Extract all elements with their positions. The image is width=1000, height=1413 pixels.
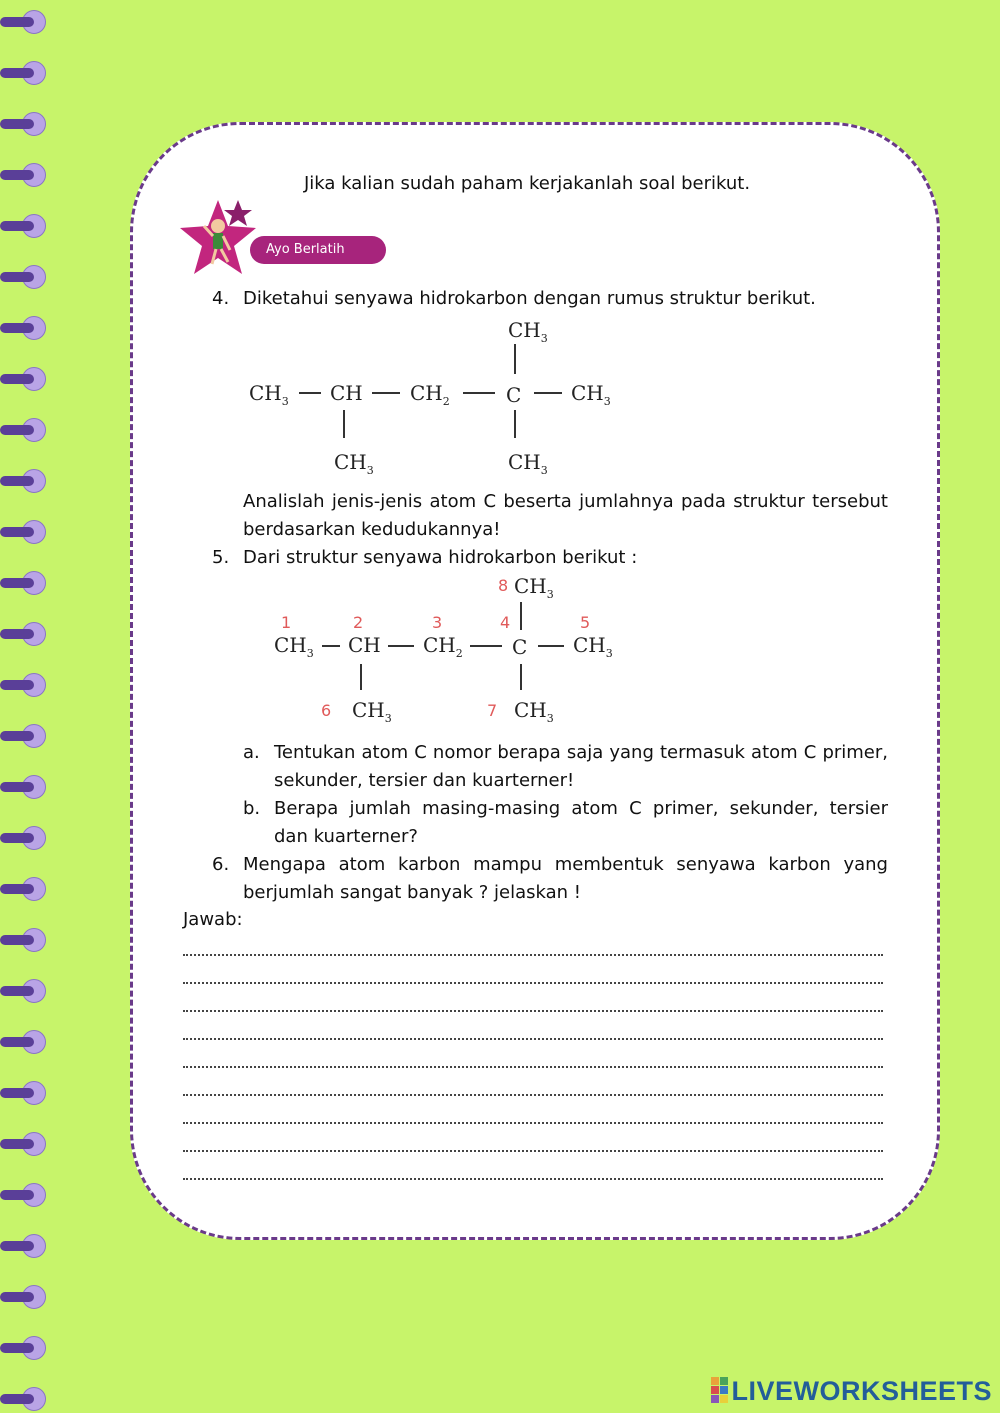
answer-line[interactable] [183, 954, 883, 956]
subquestion-b [243, 795, 888, 851]
bond [299, 392, 321, 394]
spiral-ring [6, 622, 40, 646]
ch3-top: $CH_3$ [514, 574, 554, 601]
spiral-ring [6, 1285, 40, 1309]
ch2: $CH_2$ [410, 381, 450, 408]
bond [388, 645, 414, 647]
carbon-number-4: 4 [500, 613, 511, 632]
intro-text: Jika kalian sudah paham kerjakanlah soal berikut. [304, 173, 751, 194]
spiral-ring [6, 214, 40, 238]
carbon-number-6: 6 [321, 701, 332, 720]
c: C [506, 383, 522, 407]
question-number: 6. [212, 854, 230, 875]
spiral-ring [6, 469, 40, 493]
badge-label: Ayo Berlatih [250, 236, 386, 264]
answer-line[interactable] [183, 1038, 883, 1040]
ch3-right: $CH_3$ [571, 381, 611, 408]
ch3-bottom-right: $CH_3$ [508, 450, 548, 477]
subquestion-text: Tentukan atom C nomor berapa saja yang termasuk atom C primer, sekunder, tersier dan kuarterner! [274, 742, 888, 791]
answer-line[interactable] [183, 1094, 883, 1096]
spiral-binding [0, 0, 60, 1413]
answer-line[interactable] [183, 982, 883, 984]
bond [534, 392, 562, 394]
answer-line[interactable] [183, 1066, 883, 1068]
spiral-ring [6, 265, 40, 289]
spiral-ring [6, 979, 40, 1003]
spiral-ring [6, 877, 40, 901]
carbon-number-3: 3 [432, 613, 443, 632]
ch3-left: $CH_3$ [249, 381, 289, 408]
question-6 [212, 851, 888, 907]
answer-line[interactable] [183, 1010, 883, 1012]
spiral-ring [6, 1336, 40, 1360]
question-number: 4. [212, 288, 230, 309]
answer-line[interactable] [183, 1122, 883, 1124]
bond [372, 392, 400, 394]
subquestion-text: Berapa jumlah masing-masing atom C primer, sekunder, tersier dan kuarterner? [274, 798, 888, 847]
spiral-ring [6, 571, 40, 595]
ch2: $CH_2$ [423, 633, 463, 660]
carbon-number-1: 1 [281, 613, 292, 632]
carbon-number-7: 7 [487, 701, 498, 720]
c: C [512, 635, 528, 659]
spiral-ring [6, 520, 40, 544]
ch3-bottom-left: $CH_3$ [334, 450, 374, 477]
question-4 [212, 285, 888, 313]
spiral-ring [6, 724, 40, 748]
bond [514, 344, 516, 374]
ch3-bottom-right: $CH_3$ [514, 698, 554, 725]
answer-line[interactable] [183, 1178, 883, 1180]
bond [514, 410, 516, 438]
analysis-text: Analislah jenis-jenis atom C beserta jumlahnya pada struktur tersebut berdasarkan kedudukannya! [243, 491, 888, 540]
carbon-number-5: 5 [580, 613, 591, 632]
spiral-ring [6, 10, 40, 34]
bond [343, 410, 345, 438]
subquestion-letter: a. [243, 742, 260, 763]
bond [360, 664, 362, 690]
spiral-ring [6, 163, 40, 187]
ch3-top: $CH_3$ [508, 318, 548, 345]
subquestion-a [243, 739, 888, 795]
ch3-left: $CH_3$ [274, 633, 314, 660]
question-text: Dari struktur senyawa hidrokarbon berikut : [243, 547, 638, 568]
bond [520, 664, 522, 690]
question-number: 5. [212, 547, 230, 568]
ayo-berlatih-badge [180, 196, 390, 286]
subquestion-letter: b. [243, 798, 261, 819]
liveworksheets-icon [711, 1377, 729, 1403]
spiral-ring [6, 1132, 40, 1156]
spiral-ring [6, 367, 40, 391]
spiral-ring [6, 61, 40, 85]
carbon-number-8: 8 [498, 576, 509, 595]
spiral-ring [6, 1387, 40, 1411]
carbon-number-2: 2 [353, 613, 364, 632]
question-5 [212, 544, 888, 572]
answer-label: Jawab: [183, 909, 243, 930]
ch: CH [348, 633, 381, 657]
spiral-ring [6, 418, 40, 442]
bond [463, 392, 495, 394]
question-text: Mengapa atom karbon mampu membentuk senyawa karbon yang berjumlah sangat banyak ? jelaskan ! [243, 854, 888, 903]
spiral-ring [6, 1183, 40, 1207]
spiral-ring [6, 826, 40, 850]
bond [322, 645, 340, 647]
liveworksheets-logo: LIVEWORKSHEETS [711, 1376, 992, 1407]
spiral-ring [6, 928, 40, 952]
spiral-ring [6, 316, 40, 340]
ch: CH [330, 381, 363, 405]
spiral-ring [6, 112, 40, 136]
answer-line[interactable] [183, 1150, 883, 1152]
spiral-ring [6, 673, 40, 697]
bond [520, 602, 522, 630]
spiral-ring [6, 1234, 40, 1258]
bond [470, 645, 502, 647]
bond [538, 645, 564, 647]
spiral-ring [6, 775, 40, 799]
spiral-ring [6, 1081, 40, 1105]
ch3-bottom-left: $CH_3$ [352, 698, 392, 725]
spiral-ring [6, 1030, 40, 1054]
question-text: Diketahui senyawa hidrokarbon dengan rumus struktur berikut. [243, 288, 816, 309]
ch3-right: $CH_3$ [573, 633, 613, 660]
